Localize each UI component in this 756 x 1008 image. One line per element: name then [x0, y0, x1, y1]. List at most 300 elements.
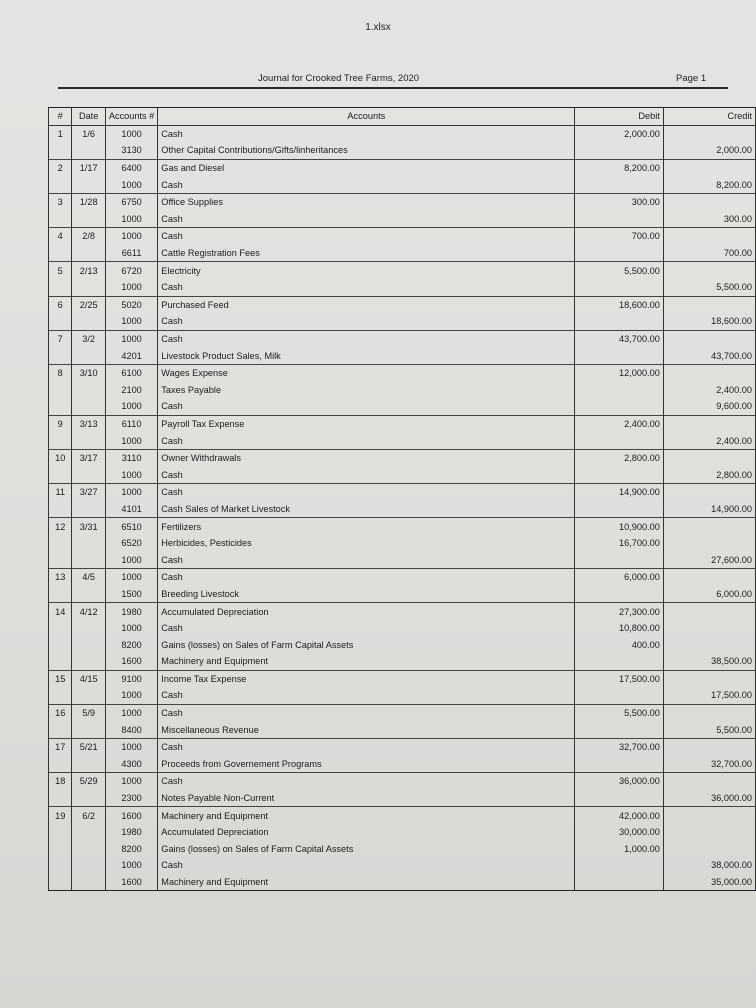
debit-cell: 2,400.00	[575, 415, 663, 432]
table-row	[49, 687, 756, 704]
account-name-cell: Taxes Payable	[158, 382, 575, 399]
account-name-cell: Wages Expense	[158, 364, 575, 381]
account-number-cell: 1000	[105, 125, 157, 142]
debit-cell: 36,000.00	[575, 773, 663, 790]
debit-cell	[575, 790, 663, 807]
table-row	[49, 807, 756, 824]
date-cell: 4/15	[72, 670, 105, 687]
date-cell	[72, 176, 105, 193]
table-row	[49, 670, 756, 687]
debit-cell: 2,800.00	[575, 449, 663, 466]
credit-cell: 5,500.00	[663, 721, 755, 738]
entry-number-cell: 13	[49, 569, 72, 586]
account-name-cell: Cash	[158, 687, 575, 704]
account-name-cell: Cash	[158, 620, 575, 637]
date-cell	[72, 551, 105, 568]
date-cell	[72, 653, 105, 670]
debit-cell	[575, 501, 663, 518]
debit-cell: 16,700.00	[575, 535, 663, 552]
table-row	[49, 721, 756, 738]
credit-cell: 9,600.00	[663, 398, 755, 415]
account-number-cell: 8200	[105, 841, 157, 858]
credit-cell: 300.00	[663, 211, 755, 228]
date-cell	[72, 466, 105, 483]
credit-cell: 2,400.00	[663, 432, 755, 449]
debit-cell: 1,000.00	[575, 841, 663, 858]
credit-cell: 36,000.00	[663, 790, 755, 807]
account-number-cell: 1000	[105, 687, 157, 704]
table-row	[49, 415, 756, 432]
account-number-cell: 1000	[105, 738, 157, 755]
table-row	[49, 874, 756, 891]
account-name-cell: Cash	[158, 125, 575, 142]
table-row	[49, 738, 756, 755]
debit-cell: 17,500.00	[575, 670, 663, 687]
account-number-cell: 8400	[105, 721, 157, 738]
date-cell	[72, 620, 105, 637]
account-name-cell: Livestock Product Sales, Milk	[158, 347, 575, 364]
date-cell: 2/25	[72, 296, 105, 313]
entry-number-cell: 8	[49, 364, 72, 381]
table-row	[49, 704, 756, 721]
account-name-cell: Cash	[158, 551, 575, 568]
credit-cell	[663, 738, 755, 755]
entry-number-cell	[49, 245, 72, 262]
credit-cell: 38,500.00	[663, 653, 755, 670]
table-row	[49, 330, 756, 347]
date-cell	[72, 636, 105, 653]
account-name-cell: Machinery and Equipment	[158, 874, 575, 891]
account-name-cell: Cash	[158, 228, 575, 245]
date-cell	[72, 790, 105, 807]
column-header-number: #	[49, 108, 72, 126]
account-number-cell: 6750	[105, 193, 157, 210]
table-row	[49, 636, 756, 653]
column-header-date: Date	[72, 108, 105, 126]
entry-number-cell	[49, 466, 72, 483]
date-cell	[72, 142, 105, 159]
account-name-cell: Cash	[158, 773, 575, 790]
entry-number-cell	[49, 874, 72, 891]
debit-cell	[575, 857, 663, 874]
account-number-cell: 6400	[105, 159, 157, 176]
debit-cell: 8,200.00	[575, 159, 663, 176]
account-number-cell: 6720	[105, 262, 157, 279]
table-row	[49, 432, 756, 449]
date-cell: 1/28	[72, 193, 105, 210]
credit-cell: 17,500.00	[663, 687, 755, 704]
debit-cell	[575, 176, 663, 193]
entry-number-cell	[49, 347, 72, 364]
debit-cell: 300.00	[575, 193, 663, 210]
account-number-cell: 1000	[105, 432, 157, 449]
debit-cell	[575, 398, 663, 415]
table-row	[49, 501, 756, 518]
entry-number-cell	[49, 653, 72, 670]
entry-number-cell	[49, 382, 72, 399]
debit-cell: 6,000.00	[575, 569, 663, 586]
debit-cell: 5,500.00	[575, 704, 663, 721]
table-row	[49, 176, 756, 193]
entry-number-cell	[49, 432, 72, 449]
table-row	[49, 279, 756, 296]
account-name-cell: Herbicides, Pesticides	[158, 535, 575, 552]
date-cell: 5/21	[72, 738, 105, 755]
date-cell: 5/29	[72, 773, 105, 790]
account-name-cell: Gains (losses) on Sales of Farm Capital Assets	[158, 636, 575, 653]
debit-cell: 10,900.00	[575, 518, 663, 535]
debit-cell: 30,000.00	[575, 824, 663, 841]
credit-cell	[663, 125, 755, 142]
account-name-cell: Income Tax Expense	[158, 670, 575, 687]
debit-cell: 10,800.00	[575, 620, 663, 637]
entry-number-cell: 6	[49, 296, 72, 313]
debit-cell	[575, 721, 663, 738]
account-name-cell: Cash Sales of Market Livestock	[158, 501, 575, 518]
account-number-cell: 5020	[105, 296, 157, 313]
debit-cell	[575, 756, 663, 773]
credit-cell	[663, 704, 755, 721]
debit-cell	[575, 382, 663, 399]
account-name-cell: Cash	[158, 857, 575, 874]
account-number-cell: 6110	[105, 415, 157, 432]
date-cell	[72, 501, 105, 518]
debit-cell: 5,500.00	[575, 262, 663, 279]
credit-cell	[663, 193, 755, 210]
table-row	[49, 313, 756, 330]
date-cell: 5/9	[72, 704, 105, 721]
date-cell	[72, 245, 105, 262]
account-name-cell: Cash	[158, 466, 575, 483]
credit-cell	[663, 228, 755, 245]
account-number-cell: 1000	[105, 569, 157, 586]
entry-number-cell: 17	[49, 738, 72, 755]
table-row	[49, 824, 756, 841]
account-number-cell: 1000	[105, 211, 157, 228]
credit-cell	[663, 535, 755, 552]
account-name-cell: Cash	[158, 704, 575, 721]
entry-number-cell	[49, 620, 72, 637]
table-row	[49, 551, 756, 568]
account-number-cell: 6100	[105, 364, 157, 381]
debit-cell	[575, 279, 663, 296]
table-row	[49, 211, 756, 228]
debit-cell	[575, 245, 663, 262]
credit-cell: 2,000.00	[663, 142, 755, 159]
page-title: Journal for Crooked Tree Farms, 2020	[258, 73, 420, 84]
journal-body	[49, 125, 756, 891]
credit-cell	[663, 364, 755, 381]
table-row	[49, 193, 756, 210]
account-name-cell: Cash	[158, 398, 575, 415]
entry-number-cell: 4	[49, 228, 72, 245]
account-name-cell: Breeding Livestock	[158, 586, 575, 603]
entry-number-cell	[49, 857, 72, 874]
account-name-cell: Owner Withdrawals	[158, 449, 575, 466]
date-cell: 3/10	[72, 364, 105, 381]
date-cell	[72, 841, 105, 858]
entry-number-cell	[49, 398, 72, 415]
entry-number-cell: 5	[49, 262, 72, 279]
date-cell: 3/17	[72, 449, 105, 466]
account-name-cell: Accumulated Depreciation	[158, 603, 575, 620]
debit-cell: 14,900.00	[575, 484, 663, 501]
credit-cell: 32,700.00	[663, 756, 755, 773]
credit-cell	[663, 841, 755, 858]
column-header-accounts: Accounts	[158, 108, 575, 126]
account-number-cell: 1000	[105, 466, 157, 483]
credit-cell	[663, 449, 755, 466]
account-number-cell: 1980	[105, 824, 157, 841]
account-number-cell: 1000	[105, 398, 157, 415]
entry-number-cell	[49, 501, 72, 518]
table-row	[49, 857, 756, 874]
account-number-cell: 1980	[105, 603, 157, 620]
entry-number-cell: 9	[49, 415, 72, 432]
credit-cell	[663, 262, 755, 279]
account-number-cell: 1000	[105, 176, 157, 193]
account-number-cell: 1600	[105, 874, 157, 891]
credit-cell: 43,700.00	[663, 347, 755, 364]
date-cell	[72, 279, 105, 296]
credit-cell: 700.00	[663, 245, 755, 262]
debit-cell	[575, 874, 663, 891]
table-row	[49, 586, 756, 603]
date-cell	[72, 382, 105, 399]
entry-number-cell	[49, 211, 72, 228]
credit-cell: 18,600.00	[663, 313, 755, 330]
credit-cell	[663, 330, 755, 347]
credit-cell	[663, 807, 755, 824]
account-number-cell: 8200	[105, 636, 157, 653]
column-header-credit: Credit	[663, 108, 755, 126]
account-name-cell: Cash	[158, 432, 575, 449]
account-number-cell: 4201	[105, 347, 157, 364]
date-cell	[72, 687, 105, 704]
entry-number-cell	[49, 535, 72, 552]
account-number-cell: 1000	[105, 330, 157, 347]
table-row	[49, 159, 756, 176]
debit-cell: 700.00	[575, 228, 663, 245]
date-cell	[72, 586, 105, 603]
date-cell	[72, 313, 105, 330]
date-cell	[72, 756, 105, 773]
account-name-cell: Cash	[158, 484, 575, 501]
date-cell	[72, 211, 105, 228]
table-row	[49, 466, 756, 483]
account-number-cell: 1000	[105, 857, 157, 874]
account-name-cell: Cash	[158, 279, 575, 296]
table-row	[49, 262, 756, 279]
table-row	[49, 296, 756, 313]
credit-cell	[663, 620, 755, 637]
debit-cell: 42,000.00	[575, 807, 663, 824]
debit-cell: 43,700.00	[575, 330, 663, 347]
debit-cell: 12,000.00	[575, 364, 663, 381]
table-header-row	[49, 108, 756, 126]
debit-cell	[575, 551, 663, 568]
debit-cell	[575, 687, 663, 704]
credit-cell	[663, 824, 755, 841]
entry-number-cell	[49, 687, 72, 704]
date-cell: 2/13	[72, 262, 105, 279]
table-row	[49, 756, 756, 773]
credit-cell	[663, 569, 755, 586]
date-cell	[72, 857, 105, 874]
date-cell	[72, 432, 105, 449]
table-row	[49, 484, 756, 501]
table-row	[49, 228, 756, 245]
credit-cell: 5,500.00	[663, 279, 755, 296]
account-number-cell: 1000	[105, 773, 157, 790]
debit-cell: 32,700.00	[575, 738, 663, 755]
account-number-cell: 6520	[105, 535, 157, 552]
debit-cell	[575, 653, 663, 670]
date-cell	[72, 874, 105, 891]
credit-cell	[663, 603, 755, 620]
table-row	[49, 382, 756, 399]
entry-number-cell	[49, 586, 72, 603]
credit-cell: 35,000.00	[663, 874, 755, 891]
entry-number-cell	[49, 551, 72, 568]
date-cell	[72, 398, 105, 415]
table-row	[49, 620, 756, 637]
entry-number-cell: 19	[49, 807, 72, 824]
account-name-cell: Cash	[158, 330, 575, 347]
account-name-cell: Purchased Feed	[158, 296, 575, 313]
account-number-cell: 1600	[105, 807, 157, 824]
account-number-cell: 1000	[105, 228, 157, 245]
account-number-cell: 2300	[105, 790, 157, 807]
entry-number-cell: 10	[49, 449, 72, 466]
entry-number-cell	[49, 721, 72, 738]
date-cell: 3/31	[72, 518, 105, 535]
date-cell	[72, 824, 105, 841]
credit-cell	[663, 415, 755, 432]
account-name-cell: Other Capital Contributions/Gifts/linheritances	[158, 142, 575, 159]
debit-cell	[575, 347, 663, 364]
account-name-cell: Notes Payable Non-Current	[158, 790, 575, 807]
account-number-cell: 3130	[105, 142, 157, 159]
account-name-cell: Gas and Diesel	[158, 159, 575, 176]
entry-number-cell: 14	[49, 603, 72, 620]
file-name: 1.xlsx	[365, 22, 391, 33]
account-name-cell: Accumulated Depreciation	[158, 824, 575, 841]
date-cell	[72, 721, 105, 738]
entry-number-cell	[49, 176, 72, 193]
table-row	[49, 518, 756, 535]
entry-number-cell: 1	[49, 125, 72, 142]
entry-number-cell	[49, 313, 72, 330]
date-cell: 3/13	[72, 415, 105, 432]
account-number-cell: 6510	[105, 518, 157, 535]
credit-cell: 14,900.00	[663, 501, 755, 518]
account-name-cell: Cash	[158, 313, 575, 330]
debit-cell	[575, 432, 663, 449]
date-cell	[72, 347, 105, 364]
account-name-cell: Proceeds from Governement Programs	[158, 756, 575, 773]
credit-cell	[663, 484, 755, 501]
debit-cell: 27,300.00	[575, 603, 663, 620]
date-cell	[72, 535, 105, 552]
column-header-debit: Debit	[575, 108, 663, 126]
entry-number-cell: 3	[49, 193, 72, 210]
account-number-cell: 1000	[105, 279, 157, 296]
table-row	[49, 773, 756, 790]
table-row	[49, 364, 756, 381]
table-row	[49, 142, 756, 159]
account-name-cell: Payroll Tax Expense	[158, 415, 575, 432]
debit-cell: 18,600.00	[575, 296, 663, 313]
account-name-cell: Machinery and Equipment	[158, 653, 575, 670]
account-name-cell: Miscellaneous Revenue	[158, 721, 575, 738]
credit-cell: 2,800.00	[663, 466, 755, 483]
entry-number-cell: 18	[49, 773, 72, 790]
table-row	[49, 125, 756, 142]
entry-number-cell	[49, 756, 72, 773]
debit-cell: 400.00	[575, 636, 663, 653]
journal-table	[48, 107, 756, 891]
account-name-cell: Office Supplies	[158, 193, 575, 210]
credit-cell	[663, 636, 755, 653]
credit-cell: 6,000.00	[663, 586, 755, 603]
credit-cell	[663, 296, 755, 313]
account-number-cell: 6611	[105, 245, 157, 262]
entry-number-cell	[49, 142, 72, 159]
account-number-cell: 4101	[105, 501, 157, 518]
column-header-account-number: Accounts #	[105, 108, 157, 126]
credit-cell: 27,600.00	[663, 551, 755, 568]
table-row	[49, 347, 756, 364]
debit-cell	[575, 313, 663, 330]
account-name-cell: Cash	[158, 738, 575, 755]
account-number-cell: 1000	[105, 484, 157, 501]
entry-number-cell: 16	[49, 704, 72, 721]
table-row	[49, 569, 756, 586]
account-number-cell: 3110	[105, 449, 157, 466]
account-name-cell: Cash	[158, 211, 575, 228]
date-cell: 6/2	[72, 807, 105, 824]
account-number-cell: 1000	[105, 704, 157, 721]
credit-cell: 2,400.00	[663, 382, 755, 399]
credit-cell	[663, 773, 755, 790]
date-cell: 3/2	[72, 330, 105, 347]
entry-number-cell	[49, 279, 72, 296]
table-row	[49, 790, 756, 807]
page-number: Page 1	[676, 73, 707, 84]
account-number-cell: 1600	[105, 653, 157, 670]
debit-cell	[575, 466, 663, 483]
table-row	[49, 245, 756, 262]
table-row	[49, 653, 756, 670]
table-row	[49, 535, 756, 552]
debit-cell	[575, 211, 663, 228]
entry-number-cell: 15	[49, 670, 72, 687]
account-number-cell: 1000	[105, 313, 157, 330]
date-cell: 2/8	[72, 228, 105, 245]
account-name-cell: Cash	[158, 569, 575, 586]
table-row	[49, 449, 756, 466]
header-divider	[58, 87, 728, 89]
entry-number-cell: 12	[49, 518, 72, 535]
account-name-cell: Machinery and Equipment	[158, 807, 575, 824]
entry-number-cell: 2	[49, 159, 72, 176]
date-cell: 4/12	[72, 603, 105, 620]
table-row	[49, 603, 756, 620]
credit-cell	[663, 670, 755, 687]
date-cell: 1/17	[72, 159, 105, 176]
account-number-cell: 4300	[105, 756, 157, 773]
